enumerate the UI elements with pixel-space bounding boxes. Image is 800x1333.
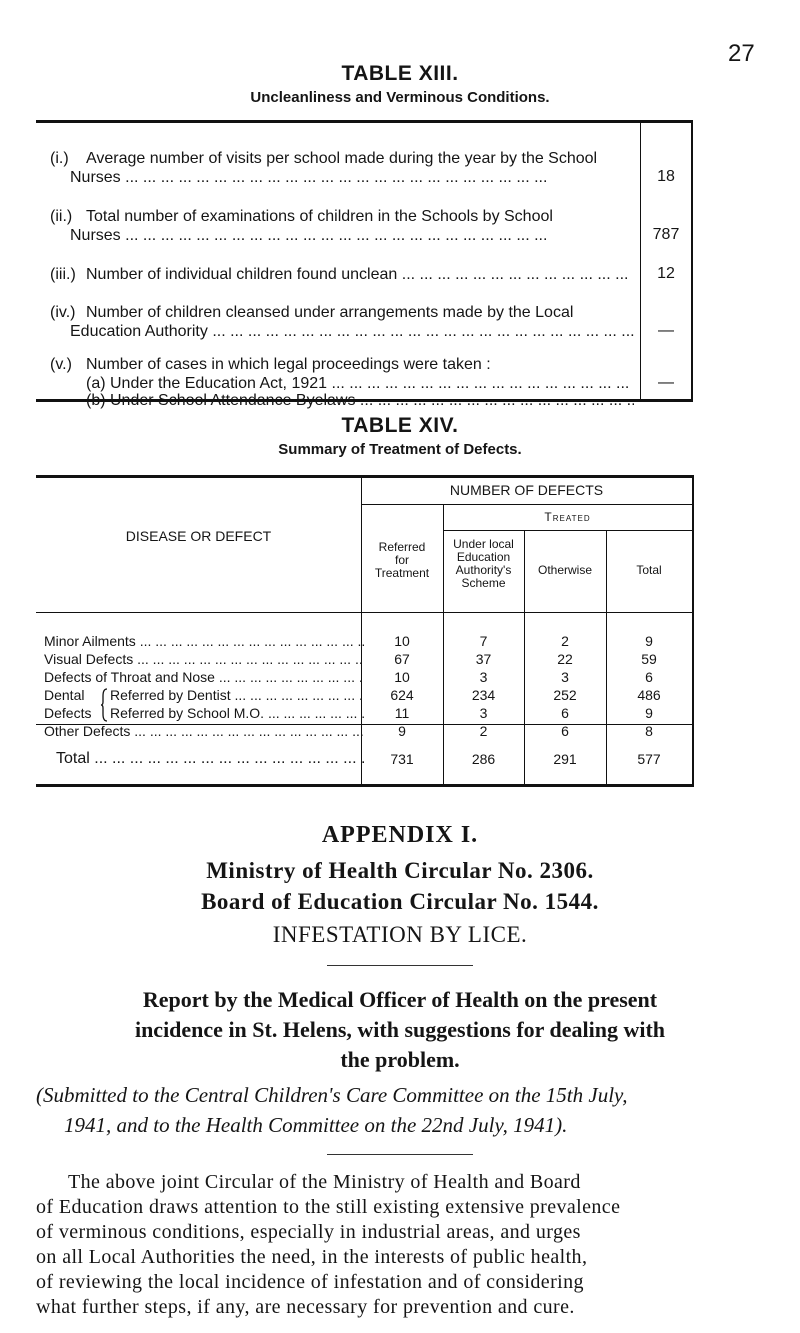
row-number: (i.) xyxy=(50,150,69,167)
appendix-circular-1: Ministry of Health Circular No. 2306. xyxy=(206,858,594,883)
row-number: (iv.) xyxy=(50,304,76,321)
cell-local: 2 xyxy=(479,723,488,739)
total-total: 577 xyxy=(637,751,661,767)
table13-value: 12 xyxy=(657,265,675,282)
table13 xyxy=(36,120,693,409)
table13-value: 787 xyxy=(652,226,680,243)
subrow-number: (b) xyxy=(86,392,106,409)
table13-subtitle: Uncleanliness and Verminous Conditions. xyxy=(250,89,550,106)
cell-referred: 9 xyxy=(398,723,406,739)
header-number-of-defects: NUMBER OF DEFECTS xyxy=(449,482,604,498)
report-heading: Report by the Medical Officer of Health on the present incidence in St. Helens, with suggestions for dealing with the problem. xyxy=(134,987,666,1072)
row-label: Other Defects ... . xyxy=(44,722,364,740)
dental-group-label-2: Defects xyxy=(44,705,92,721)
cell-total: 8 xyxy=(645,723,653,739)
body-paragraph: The above joint Circular of the Ministry of Health and Board of Education draws attention to the still existing extensive prevalence of verminous conditions, especially in industrial areas, and urges on all Local Authorities the need, in the interests of public health, of reviewing the local incidence of infestation and of considering what further steps, if any, are necessary for prevention and cure. xyxy=(36,1171,621,1318)
cell-referred: 11 xyxy=(394,705,410,721)
cell-referred: 10 xyxy=(394,669,410,685)
appendix-circular-2: Board of Education Circular No. 1544. xyxy=(201,889,599,914)
brace-icon xyxy=(100,688,110,722)
table14-title: TABLE XIV. xyxy=(341,414,459,437)
row-label: Defects of Throat and Nose ... . xyxy=(44,668,364,686)
cell-total: 59 xyxy=(641,651,657,667)
table13-value: — xyxy=(658,391,674,408)
table13-value: 18 xyxy=(657,168,675,185)
table13-heading xyxy=(0,62,800,106)
cell-total: 486 xyxy=(637,687,661,703)
cell-referred: 10 xyxy=(394,633,410,649)
total-label: Total ... . xyxy=(56,750,364,768)
separator-rule xyxy=(327,1154,473,1155)
cell-otherwise: 6 xyxy=(561,723,569,739)
row-label: Number of individual children found unclean ... . xyxy=(86,265,634,284)
cell-local: 234 xyxy=(471,687,496,703)
table13-title: TABLE XIII. xyxy=(341,62,459,85)
header-treated: Treated xyxy=(544,510,591,524)
header-otherwise: Otherwise xyxy=(537,563,593,577)
row-number: (ii.) xyxy=(50,208,73,225)
total-referred: 731 xyxy=(390,751,414,767)
row-label: Referred by Dentist ... . xyxy=(110,686,364,704)
cell-otherwise: 252 xyxy=(553,687,577,703)
cell-local: 3 xyxy=(479,669,488,685)
header-local-authority: Under local Education Authority's Scheme xyxy=(453,537,514,590)
grid-line xyxy=(443,530,692,531)
table13-column-divider xyxy=(640,123,641,399)
total-local: 286 xyxy=(471,751,496,767)
cell-total: 9 xyxy=(645,633,653,649)
cell-total: 9 xyxy=(645,705,653,721)
header-referred: Referred for Treatment xyxy=(374,540,430,580)
header-disease: DISEASE OR DEFECT xyxy=(125,528,272,544)
subrow-label: Under the Education Act, 1921 ... . xyxy=(110,374,634,393)
cell-referred: 624 xyxy=(390,687,414,703)
row-label: Referred by School M.O. ... . xyxy=(110,704,364,722)
appendix-title: APPENDIX I. xyxy=(321,822,479,848)
row-label: Minor Ailments ... . xyxy=(44,632,364,650)
row-label: Average number of visits per school made during the year by the School xyxy=(86,150,598,167)
cell-total: 6 xyxy=(645,669,653,685)
cell-otherwise: 6 xyxy=(561,705,569,721)
table14 xyxy=(36,475,694,787)
row-number: (iii.) xyxy=(50,266,76,283)
cell-referred: 67 xyxy=(394,651,410,667)
row-label-continued: Nurses ... . xyxy=(70,226,634,245)
appendix-topic: INFESTATION BY LICE. xyxy=(272,922,528,947)
cell-otherwise: 3 xyxy=(561,669,569,685)
table14-subtitle: Summary of Treatment of Defects. xyxy=(278,441,522,458)
row-number: (v.) xyxy=(50,356,72,373)
cell-otherwise: 2 xyxy=(561,633,569,649)
row-label-continued: Nurses ... . xyxy=(70,168,634,187)
submitted-note: (Submitted to the Central Children's Care Committee on the 15th July, 1941, and to the Health Committee on the 22nd July, 1941). xyxy=(36,1083,628,1137)
page-number: 27 xyxy=(728,40,755,67)
table13-value: — xyxy=(658,374,674,391)
table13-value: — xyxy=(658,322,674,339)
row-label: Number of cases in which legal proceedings were taken : xyxy=(86,356,491,373)
row-label: Total number of examinations of children in the Schools by School xyxy=(86,208,553,225)
row-label: Number of children cleansed under arrangements made by the Local xyxy=(86,304,574,321)
cell-local: 3 xyxy=(479,705,488,721)
header-total: Total xyxy=(636,563,662,577)
total-otherwise: 291 xyxy=(553,751,577,767)
subrow-label: Under School Attendance Byelaws ... . xyxy=(110,391,634,410)
row-label-continued: Education Authority ... . xyxy=(70,322,634,341)
subrow-number: (a) xyxy=(86,375,106,392)
cell-local: 37 xyxy=(475,651,492,667)
table14-heading xyxy=(0,414,800,458)
cell-local: 7 xyxy=(479,633,488,649)
separator-rule xyxy=(327,965,473,966)
cell-otherwise: 22 xyxy=(557,651,573,667)
grid-line xyxy=(361,504,692,505)
grid-line xyxy=(36,612,692,613)
row-label: Visual Defects ... . xyxy=(44,650,364,668)
dental-group-label-1: Dental xyxy=(44,687,85,703)
